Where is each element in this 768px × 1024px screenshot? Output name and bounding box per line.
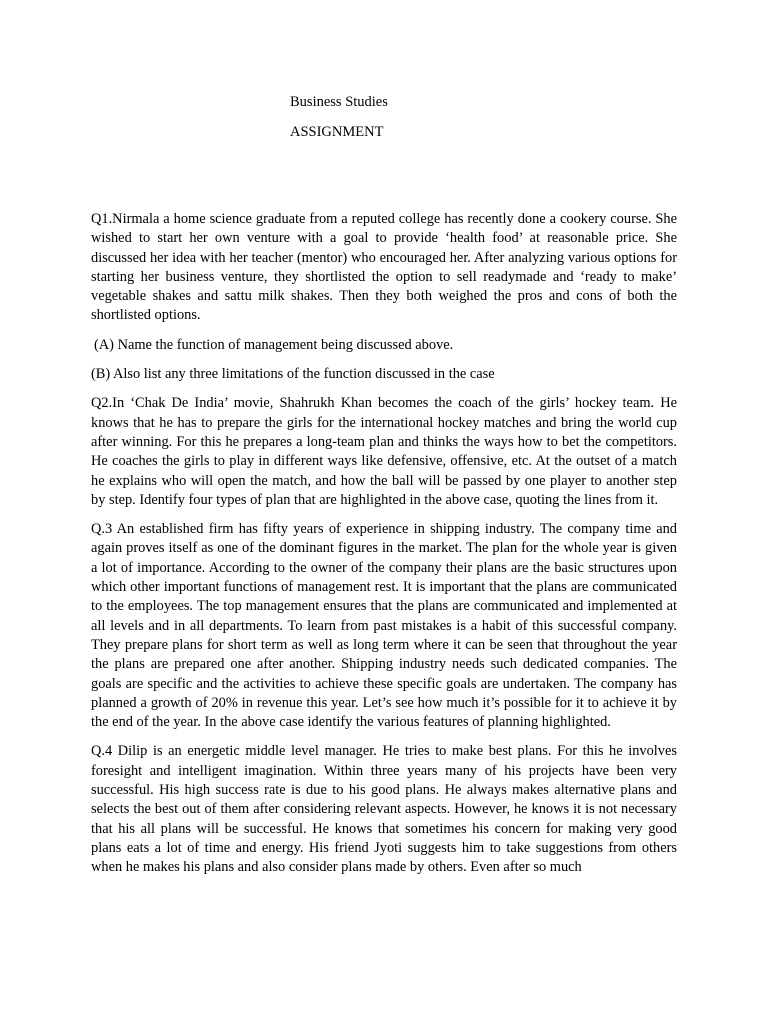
question-1-part-a: (A) Name the function of management being discussed above. (94, 336, 454, 353)
assignment-body (91, 210, 677, 888)
question-4: Q.4 Dilip is an energetic middle level manager. He tries to make best plans. For this he involves foresight and intelligent imagination. Within three years many of his projects have been very successful. His high success rate is due to his good plans. He always makes alternative plans and selects the best out of them after considering relevant aspects. However, he knows it is not necessary that his all plans will be successful. He knows that sometimes his concern for making very good plans eats a lot of time and energy. His friend Jyoti suggests him to take suggestions from others when he makes his plans and also consider plans made by others. Even after so much (91, 743, 677, 876)
subject-heading: Business Studies (290, 94, 388, 110)
assignment-title: ASSIGNMENT (290, 124, 384, 140)
question-2: Q2.In ‘Chak De India’ movie, Shahrukh Khan becomes the coach of the girls’ hockey team. He knows that he has to prepare the girls for the international hockey matches and bring the world cup after winning. For this he prepares a long-team plan and thinks the ways how to bet the competitors. He coaches the girls to play in different ways like defensive, offensive, etc. At the outset of a match he explains who will open the match, and how the ball will be passed by one player to another step by step. Identify four types of plan that are highlighted in the above case, quoting the lines from it. (91, 395, 677, 508)
question-1: Q1.Nirmala a home science graduate from a reputed college has recently done a cookery course. She wished to start her own venture with a goal to provide ‘health food’ at reasonable price. She discussed her idea with her teacher (mentor) who encouraged her. After analyzing various options for starting her business venture, they shortlisted the option to sell readymade and ‘ready to make’ vegetable shakes and sattu milk shakes. Then they both weighed the pros and cons of both the shortlisted options. (91, 211, 677, 324)
question-1-part-b: (B) Also list any three limitations of the function discussed in the case (91, 366, 495, 383)
question-3: Q.3 An established firm has fifty years of experience in shipping industry. The company time and again proves itself as one of the dominant figures in the market. The plan for the whole year is given a lot of importance. According to the owner of the company their plans are the basic structures upon which other important functions of management rest. It is important that the plans are communicated to the employees. The top management ensures that the plans are communicated and implemented at all levels and in all departments. To learn from past mistakes is a habit of this successful company. They prepare plans for short term as well as long term where it can be seen that throughout the year the plans are prepared one after another. Shipping industry needs such dedicated companies. The goals are specific and the activities to achieve these specific goals are undertaken. The company has planned a growth of 20% in revenue this year. Let’s see how much it’s possible for it to achieve it by the end of the year. In the above case identify the various features of planning highlighted. (91, 521, 677, 731)
